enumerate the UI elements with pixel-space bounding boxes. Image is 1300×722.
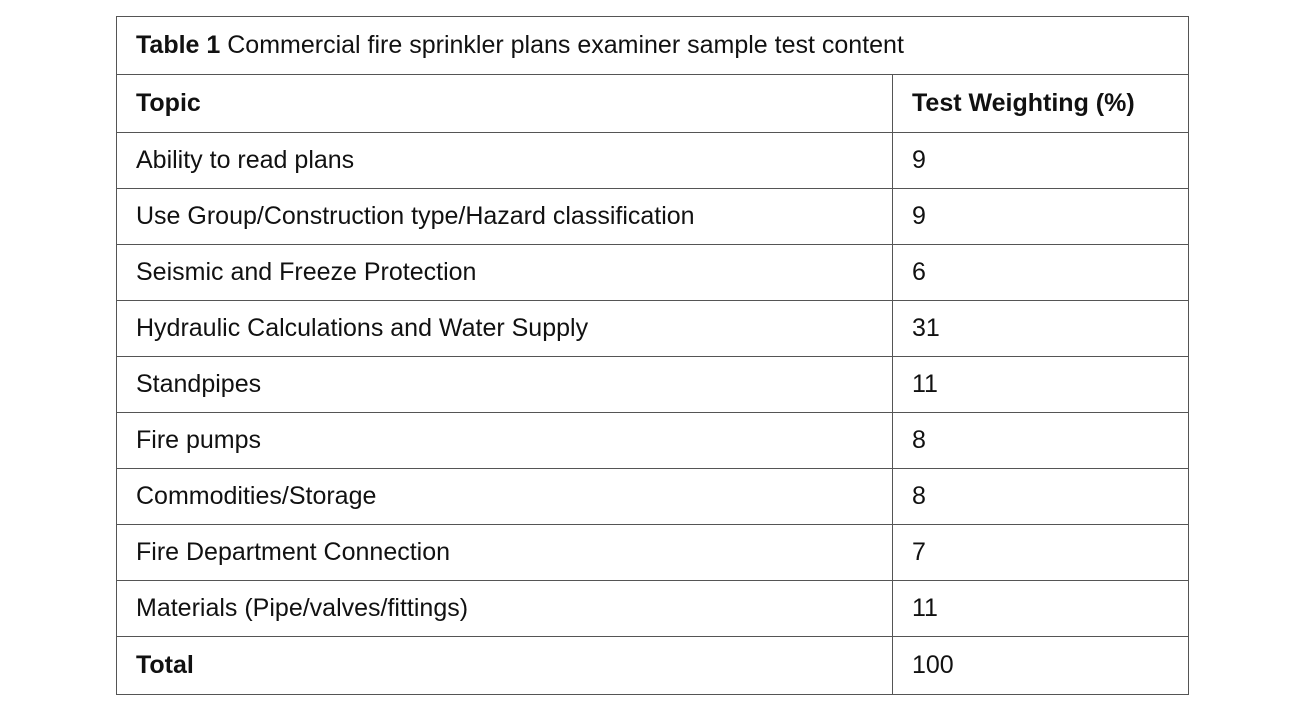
column-header-test-weighting: Test Weighting (%) <box>893 75 1189 133</box>
table-row <box>117 357 1189 413</box>
topic-cell: Hydraulic Calculations and Water Supply <box>117 301 893 357</box>
topic-cell: Fire Department Connection <box>117 525 893 581</box>
table-caption-text: Commercial fire sprinkler plans examiner sample test content <box>220 31 904 59</box>
table-row <box>117 245 1189 301</box>
weighting-cell: 8 <box>893 413 1189 469</box>
weighting-cell: 9 <box>893 133 1189 189</box>
table-total-row <box>117 637 1189 695</box>
weighting-cell: 11 <box>893 357 1189 413</box>
weighting-cell: 6 <box>893 245 1189 301</box>
total-label: Total <box>117 637 893 695</box>
sample-test-content-table <box>116 16 1189 695</box>
table-caption <box>117 17 1189 75</box>
table-caption-row <box>117 17 1189 75</box>
table-caption-label: Table 1 <box>136 31 221 59</box>
table-row <box>117 301 1189 357</box>
table-row <box>117 581 1189 637</box>
weighting-cell: 9 <box>893 189 1189 245</box>
weighting-cell: 31 <box>893 301 1189 357</box>
weighting-cell: 8 <box>893 469 1189 525</box>
topic-cell: Standpipes <box>117 357 893 413</box>
column-header-topic: Topic <box>117 75 893 133</box>
topic-cell: Use Group/Construction type/Hazard classification <box>117 189 893 245</box>
topic-cell: Materials (Pipe/valves/fittings) <box>117 581 893 637</box>
weighting-cell: 7 <box>893 525 1189 581</box>
table-row <box>117 133 1189 189</box>
table-row <box>117 189 1189 245</box>
table-header-row <box>117 75 1189 133</box>
table-row <box>117 469 1189 525</box>
sample-test-content-table-container <box>116 16 1188 695</box>
topic-cell: Commodities/Storage <box>117 469 893 525</box>
weighting-cell: 11 <box>893 581 1189 637</box>
topic-cell: Seismic and Freeze Protection <box>117 245 893 301</box>
table-row <box>117 413 1189 469</box>
topic-cell: Fire pumps <box>117 413 893 469</box>
table-row <box>117 525 1189 581</box>
topic-cell: Ability to read plans <box>117 133 893 189</box>
total-value: 100 <box>893 637 1189 695</box>
